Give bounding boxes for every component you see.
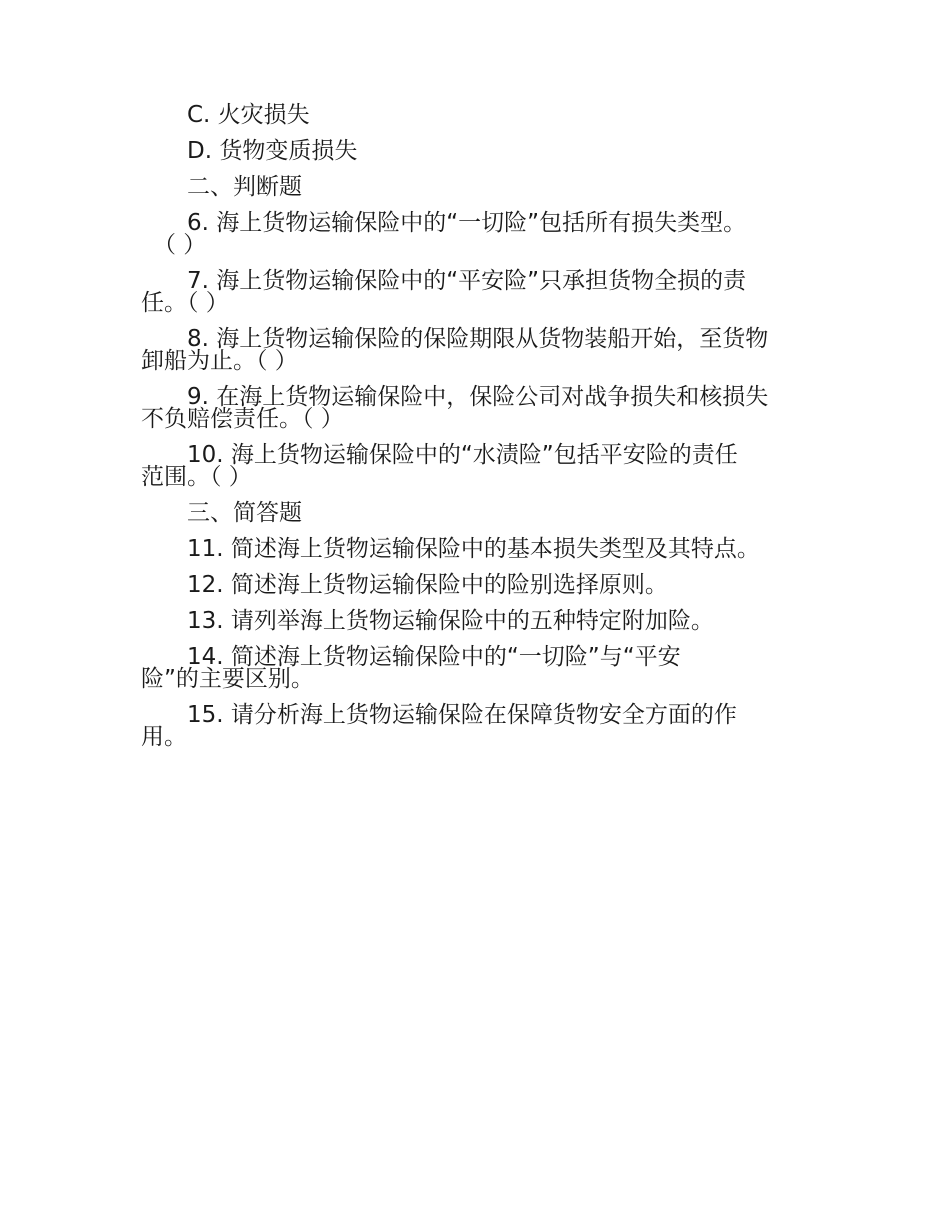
question-13 — [141, 610, 813, 632]
option-c — [141, 104, 813, 126]
question-12-line1: 12. 简述海上货物运输保险中的险别选择原则。 — [187, 572, 668, 598]
question-7-line2: 任。（ ） — [141, 290, 229, 316]
question-13-line1: 13. 请列举海上货物运输保险中的五种特定附加险。 — [187, 608, 714, 634]
question-6-line2: （ ） — [153, 232, 207, 258]
question-14-line2: 险”的主要区别。 — [141, 666, 314, 692]
question-8-line2: 卸船为止。（ ） — [141, 348, 298, 374]
question-15-line1: 15. 请分析海上货物运输保险在保障货物安全方面的作 — [187, 702, 737, 728]
question-9-line2: 不负赔偿责任。（ ） — [141, 406, 344, 432]
question-8 — [141, 328, 813, 372]
question-10-line1: 10. 海上货物运输保险中的“水渍险”包括平安险的责任 — [187, 442, 738, 468]
question-8-line1: 8. 海上货物运输保险的保险期限从货物装船开始，至货物 — [187, 326, 769, 352]
question-10 — [141, 444, 813, 488]
question-11-line1: 11. 简述海上货物运输保险中的基本损失类型及其特点。 — [187, 536, 760, 562]
question-14-line1: 14. 简述海上货物运输保险中的“一切险”与“平安 — [187, 644, 681, 670]
section-three-heading — [141, 502, 813, 524]
section-two-heading — [141, 176, 813, 198]
document-content — [141, 104, 813, 762]
question-12 — [141, 574, 813, 596]
question-6 — [141, 212, 813, 256]
section-two-heading-text: 二、判断题 — [187, 174, 302, 200]
question-6-line1: 6. 海上货物运输保险中的“一切险”包括所有损失类型。 — [187, 210, 747, 236]
section-three-heading-text: 三、简答题 — [187, 500, 302, 526]
question-14 — [141, 646, 813, 690]
question-7-line1: 7. 海上货物运输保险中的“平安险”只承担货物全损的责 — [187, 268, 747, 294]
question-11 — [141, 538, 813, 560]
question-15 — [141, 704, 813, 748]
question-15-line2: 用。 — [141, 724, 187, 750]
question-7 — [141, 270, 813, 314]
option-d-text: D. 货物变质损失 — [187, 138, 358, 164]
question-10-line2: 范围。（ ） — [141, 464, 252, 490]
question-9 — [141, 386, 813, 430]
option-d — [141, 140, 813, 162]
option-c-text: C. 火灾损失 — [187, 102, 310, 128]
question-9-line1: 9. 在海上货物运输保险中，保险公司对战争损失和核损失 — [187, 384, 769, 410]
